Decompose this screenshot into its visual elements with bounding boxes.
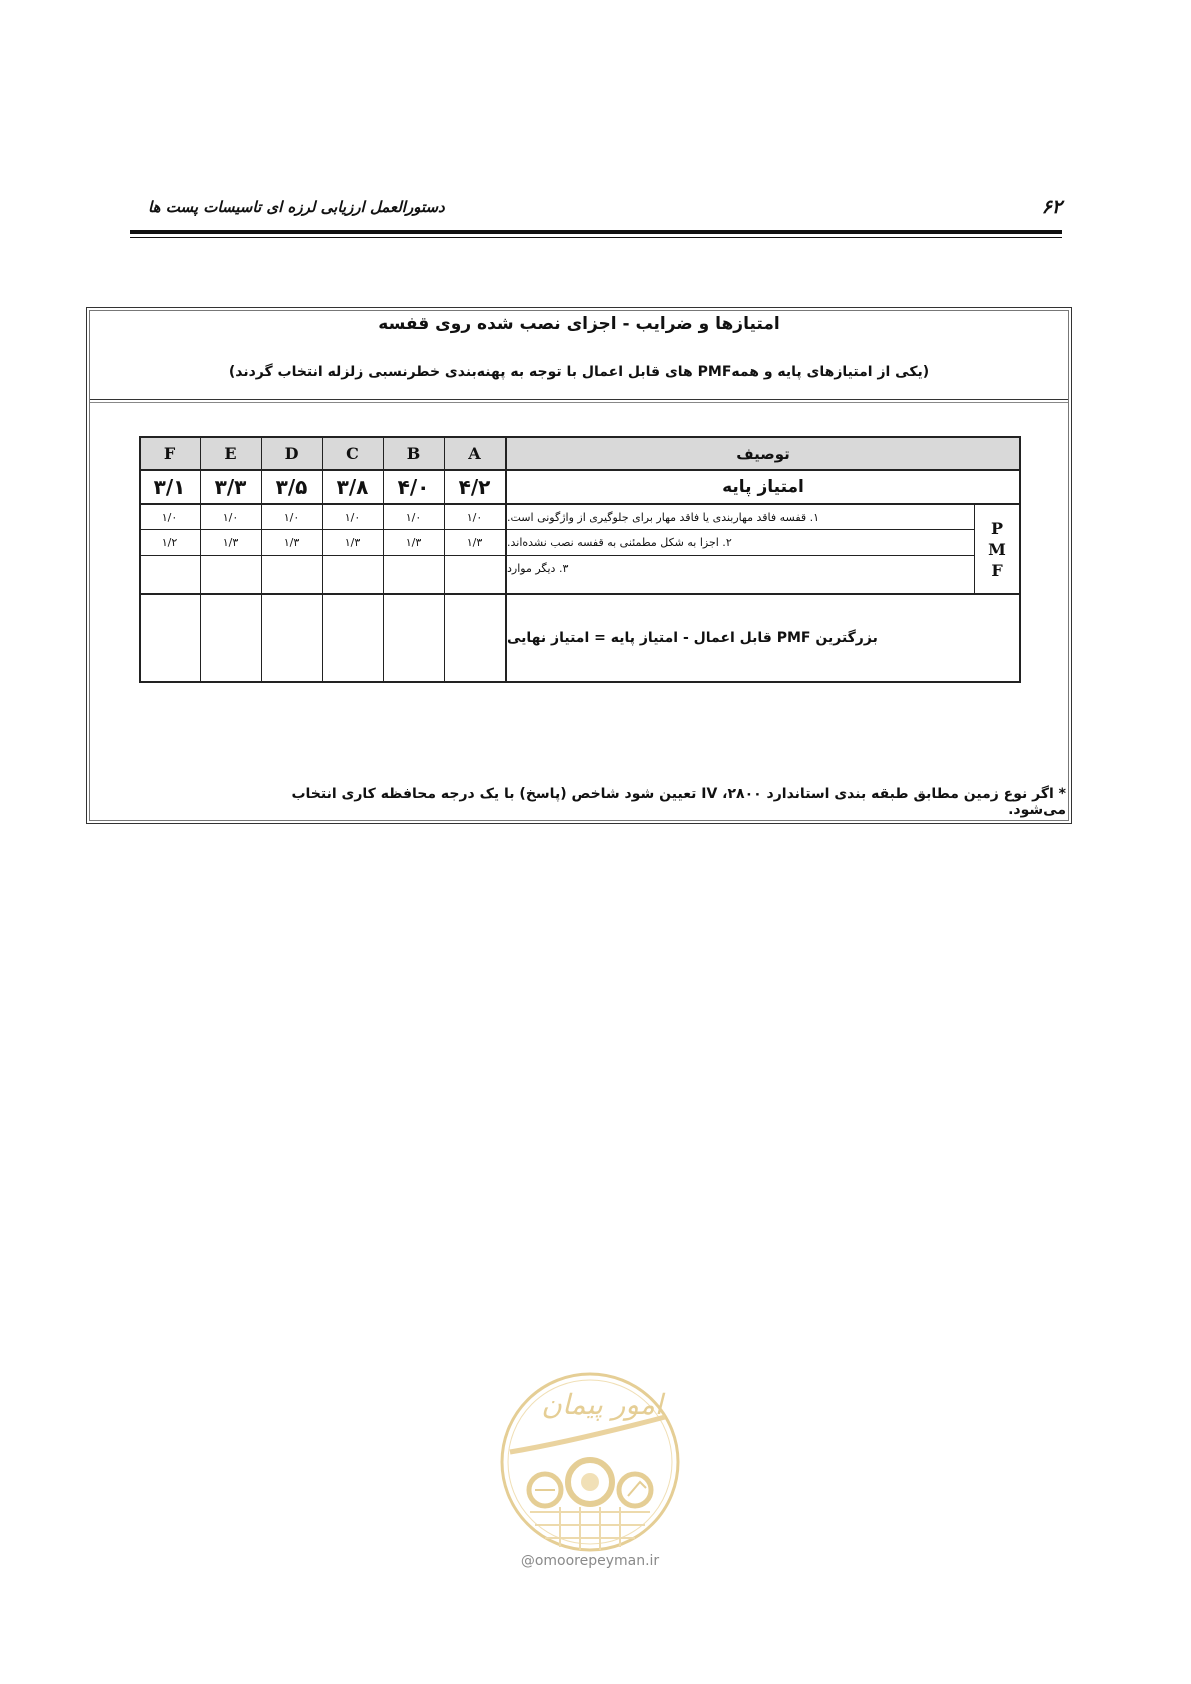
table-title: امتیازها و ضرایب - اجزای نصب شده روی قفسه [378, 314, 780, 334]
modifier-3-e [200, 556, 261, 593]
page-number: ۶۲ [1041, 196, 1062, 218]
pmf-letter-m: M [988, 539, 1006, 559]
modifier-2-a: ۱/۳ [466, 536, 483, 549]
modifier-3-description: ۳. دیگر موارد [507, 561, 569, 575]
pmf-letter-p: P [990, 518, 1004, 538]
modifier-1-description: ۱. قفسه فاقد مهاربندی یا فاقد مهار برای جلوگیری از واژگونی است. [507, 510, 820, 524]
modifier-2-d: ۱/۳ [283, 536, 300, 549]
modifier-2-f: ۱/۲ [161, 536, 178, 549]
grid-line [139, 681, 1021, 683]
base-score-e: ۳/۳ [214, 475, 247, 499]
running-title: دستورالعمل ارزیابی لرزه ای تاسیسات پست ها [148, 198, 445, 216]
final-score-label: بزرگترین PMF قابل اعمال - امتیاز پایه = امتیاز نهایی [507, 630, 878, 646]
modifier-1-e: ۱/۰ [222, 510, 239, 524]
grid-line [1019, 436, 1021, 683]
excavator-icon [619, 1474, 651, 1506]
gear-icon [568, 1460, 612, 1504]
base-score-c: ۳/۸ [336, 475, 369, 499]
column-header-e: E [224, 444, 237, 463]
modifier-3-b [383, 556, 444, 593]
modifier-3-d [261, 556, 322, 593]
modifier-2-e: ۱/۳ [222, 536, 239, 549]
pmf-label [975, 505, 1019, 593]
modifier-1-f: ۱/۰ [161, 510, 178, 524]
title-divider [90, 399, 1068, 403]
column-header-d: D [284, 444, 299, 463]
column-header-c: C [346, 444, 359, 463]
table-subtitle: (یکی از امتیازهای پایه و همهPMF های قابل اعمال با توجه به پهنه‌بندی خطرنسبی زلزله انتخاب گردند) [228, 364, 930, 380]
modifier-2-c: ۱/۳ [344, 536, 361, 549]
description-header: توصیف [736, 444, 790, 463]
modifier-2-description: ۲. اجزا به شکل مطمئنی به قفسه نصب نشده‌اند. [507, 536, 732, 549]
page-header [130, 196, 1062, 218]
column-header-b: B [406, 444, 421, 463]
column-header-f: F [163, 444, 176, 463]
scales-icon [529, 1474, 561, 1506]
watermark-url: @omoorepeyman.ir [520, 1553, 660, 1569]
score-table [139, 436, 1021, 683]
modifier-1-b: ۱/۰ [405, 510, 422, 524]
header-rule-thick [130, 230, 1062, 234]
watermark-logo-text: امور پیمان [541, 1388, 663, 1421]
modifier-1-d: ۱/۰ [283, 510, 300, 524]
modifier-3-a [444, 556, 505, 593]
header-rule-thin [130, 237, 1062, 238]
modifier-3-c [322, 556, 383, 593]
base-score-f: ۳/۱ [153, 475, 186, 499]
base-score-b: ۴/۰ [397, 475, 430, 499]
modifier-3-f [139, 556, 200, 593]
modifier-1-a: ۱/۰ [466, 510, 483, 524]
modifier-2-b: ۱/۳ [405, 536, 422, 549]
column-header-a: A [468, 444, 481, 463]
modifier-1-c: ۱/۰ [344, 510, 361, 524]
footnote: * اگر نوع زمین مطابق طبقه بندی استاندارد ۲۸۰۰، IV تعیین شود شاخص (پاسخ) با یک درجه محافظه کاری انتخاب می‌شود. [291, 786, 1066, 818]
base-score-label: امتیاز پایه [722, 477, 804, 497]
base-score-a: ۴/۲ [458, 475, 491, 499]
pmf-letter-f: F [991, 560, 1003, 580]
base-score-d: ۳/۵ [275, 475, 308, 499]
watermark-logo [490, 1362, 690, 1572]
